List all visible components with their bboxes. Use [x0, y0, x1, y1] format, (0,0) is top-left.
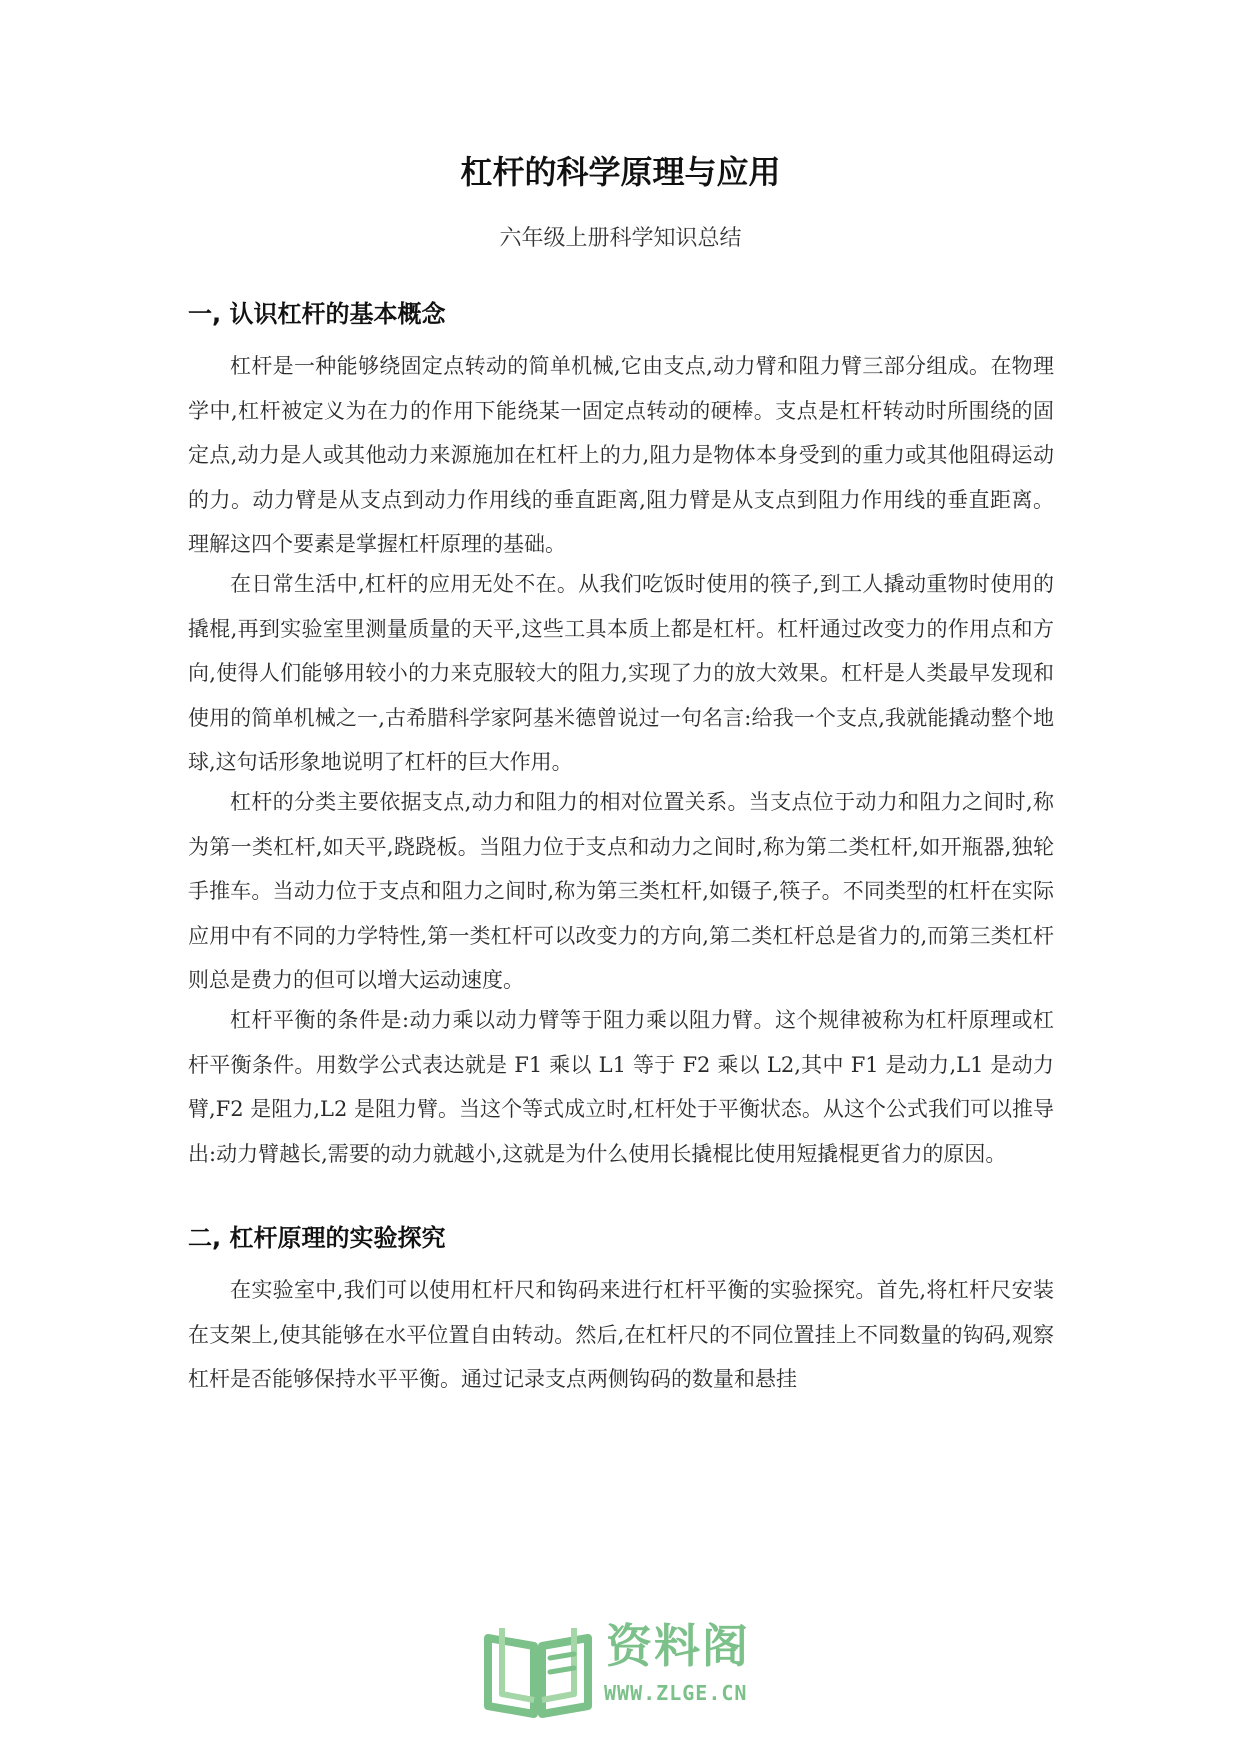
watermark-logo	[478, 1610, 778, 1720]
paragraph: 在日常生活中,杠杆的应用无处不在。从我们吃饭时使用的筷子,到工人撬动重物时使用的撬棍,再到实验室里测量质量的天平,这些工具本质上都是杠杆。杠杆通过改变力的作用点和方向,使得人们能够用较小的力来克服较大的阻力,实现了力的放大效果。杠杆是人类最早发现和使用的简单机械之一,古希腊科学家阿基米德曾说过一句名言:给我一个支点,我就能撬动整个地球,这句话形象地说明了杠杆的巨大作用。	[188, 572, 1054, 774]
section-heading-1: 一, 认识杠杆的基本概念	[188, 300, 446, 328]
paragraph: 杠杆平衡的条件是:动力乘以动力臂等于阻力乘以阻力臂。这个规律被称为杠杆原理或杠杆平衡条件。用数学公式表达就是 F1 乘以 L1 等于 F2 乘以 L2,其中 F1 是动力,L1 是动力臂,F2 是阻力,L2 是阻力臂。当这个等式成立时,杠杆处于平衡状态。从这个公式我们可以推导出:动力臂越长,需要的动力就越小,这就是为什么使用长撬棍比使用短撬棍更省力的原因。	[188, 1008, 1054, 1166]
paragraph: 杠杆的分类主要依据支点,动力和阻力的相对位置关系。当支点位于动力和阻力之间时,称为第一类杠杆,如天平,跷跷板。当阻力位于支点和动力之间时,称为第二类杠杆,如开瓶器,独轮手推车。当动力位于支点和阻力之间时,称为第三类杠杆,如镊子,筷子。不同类型的杠杆在实际应用中有不同的力学特性,第一类杠杆可以改变力的方向,第二类杠杆总是省力的,而第三类杠杆则总是费力的但可以增大运动速度。	[188, 790, 1054, 992]
watermark-name: 资料阁	[606, 1619, 750, 1673]
paragraph: 在实验室中,我们可以使用杠杆尺和钩码来进行杠杆平衡的实验探究。首先,将杠杆尺安装在支架上,使其能够在水平位置自由转动。然后,在杠杆尺的不同位置挂上不同数量的钩码,观察杠杆是否能够保持水平平衡。通过记录支点两侧钩码的数量和悬挂	[188, 1278, 1054, 1391]
watermark-url: WWW.ZLGE.CN	[604, 1681, 748, 1705]
paragraph: 杠杆是一种能够绕固定点转动的简单机械,它由支点,动力臂和阻力臂三部分组成。在物理学中,杠杆被定义为在力的作用下能绕某一固定点转动的硬棒。支点是杠杆转动时所围绕的固定点,动力是人或其他动力来源施加在杠杆上的力,阻力是物体本身受到的重力或其他阻碍运动的力。动力臂是从支点到动力作用线的垂直距离,阻力臂是从支点到阻力作用线的垂直距离。理解这四个要素是掌握杠杆原理的基础。	[188, 354, 1054, 556]
document-title: 杠杆的科学原理与应用	[460, 153, 781, 191]
section-heading-2: 二, 杠杆原理的实验探究	[188, 1224, 446, 1252]
open-book-icon	[478, 1610, 598, 1720]
document-subtitle: 六年级上册科学知识总结	[499, 226, 742, 251]
